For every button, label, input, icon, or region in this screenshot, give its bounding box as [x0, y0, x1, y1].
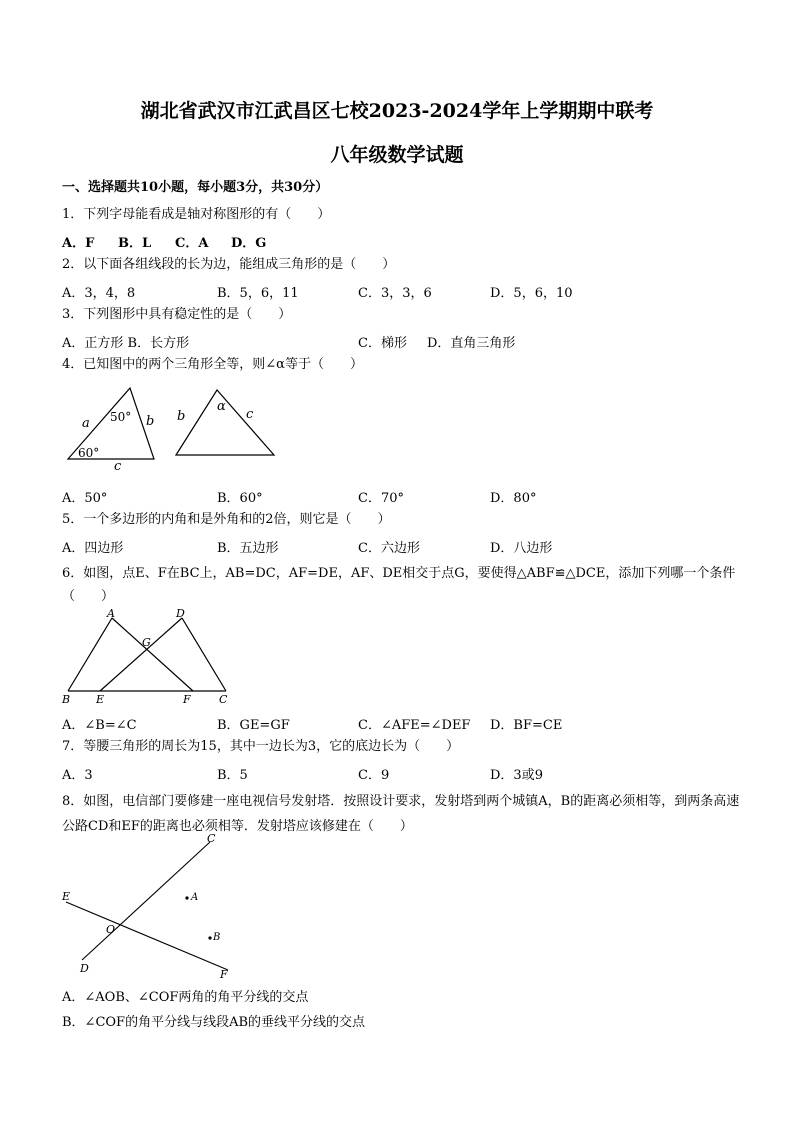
q6-option-b: B．GE=GF	[217, 718, 290, 733]
q4-figure	[60, 382, 290, 474]
q1-option-d: D．G	[231, 236, 267, 251]
q4-right-label-c: c	[246, 407, 254, 422]
page-subtitle: 八年级数学试题	[330, 144, 464, 166]
q3-option-d: D．直角三角形	[427, 336, 516, 351]
question-1-stem: 1．下列字母能看成是轴对称图形的有（ ）	[62, 207, 331, 222]
q8-label-O: O	[106, 923, 116, 936]
q5-option-c: C．六边形	[358, 541, 420, 556]
q2-option-b: B．5，6，11	[217, 286, 299, 301]
q6-label-F: F	[183, 693, 191, 706]
q6-figure	[60, 606, 240, 708]
q1-option-c: C．A	[175, 236, 209, 251]
q4-label-a: a	[82, 416, 90, 431]
q2-option-a: A．3，4，8	[62, 286, 136, 301]
section-heading: 一、选择题共10小题，每小题3分，共30分）	[62, 180, 329, 195]
q8-point-B	[208, 936, 211, 939]
q6-label-E: E	[96, 693, 105, 706]
q1-option-a: A．F	[62, 236, 95, 251]
question-4-stem: 4．已知图中的两个三角形全等，则∠α等于（ ）	[62, 357, 363, 372]
question-7-stem: 7．等腰三角形的周长为15，其中一边长为3，它的底边长为（ ）	[62, 739, 460, 754]
q8-option-a: A．∠AOB、∠COF两角的角平分线的交点	[62, 990, 309, 1005]
q7-option-c: C．9	[358, 768, 390, 783]
question-8-stem: 8．如图，电信部门要修建一座电视信号发射塔．按照设计要求，发射塔到两个城镇A，B的距离必须相等，到两条高速公路CD和EF的距离也必须相等．发射塔应该修建在（ ）	[62, 794, 740, 834]
q5-option-a: A．四边形	[62, 541, 124, 556]
q8-label-E: E	[62, 890, 71, 903]
q4-option-b: B．60°	[217, 491, 263, 506]
q4-label-c: c	[114, 459, 122, 474]
q1-option-b: B．L	[118, 236, 152, 251]
q6-label-D: D	[176, 607, 185, 620]
question-6-stem: 6．如图，点E、F在BC上，AB=DC，AF=DE，AF、DE相交于点G，要使得△ABF≌△DCE，添加下列哪一个条件（ ）	[62, 566, 736, 604]
q4-option-d: D．80°	[490, 491, 537, 506]
q4-right-label-alpha: α	[217, 399, 226, 414]
q7-option-b: B．5	[217, 768, 248, 783]
q6-option-c: C．∠AFE=∠DEF	[358, 718, 471, 733]
question-2-stem: 2．以下面各组线段的长为边，能组成三角形的是（ ）	[62, 257, 396, 272]
q2-option-c: C．3，3，6	[358, 286, 432, 301]
q6-label-G: G	[142, 636, 151, 649]
q8-label-C: C	[207, 832, 216, 845]
question-3-stem: 3．下列图形中具有稳定性的是（ ）	[62, 307, 292, 322]
q2-option-d: D．5，6，10	[490, 286, 573, 301]
q8-figure	[58, 830, 248, 982]
q8-label-D: D	[80, 962, 89, 975]
q4-right-label-b: b	[177, 409, 186, 424]
q5-option-b: B．五边形	[217, 541, 279, 556]
q7-option-a: A．3	[62, 768, 93, 783]
q4-option-a: A．50°	[62, 491, 108, 506]
q7-option-d: D．3或9	[490, 768, 543, 783]
q8-label-A: A	[191, 892, 199, 903]
q8-label-B: B	[213, 932, 221, 943]
page-title: 湖北省武汉市江武昌区七校2023-2024学年上学期期中联考	[140, 100, 654, 122]
q6-option-a: A．∠B=∠C	[62, 718, 137, 733]
q4-label-angle-50: 50°	[110, 410, 132, 424]
q8-option-b: B．∠COF的角平分线与线段AB的垂线平分线的交点	[62, 1015, 366, 1030]
q5-option-d: D．八边形	[490, 541, 553, 556]
q4-label-angle-60: 60°	[78, 446, 100, 460]
q8-point-A	[185, 896, 188, 899]
q3-option-c: C．梯形	[358, 336, 407, 351]
q6-label-A: A	[107, 607, 115, 620]
q4-option-c: C．70°	[358, 491, 404, 506]
q8-lines	[66, 842, 228, 970]
q6-option-d: D．BF=CE	[490, 718, 563, 733]
q6-label-B: B	[62, 693, 71, 706]
question-5-stem: 5．一个多边形的内角和是外角和的2倍，则它是（ ）	[62, 512, 391, 527]
q3-option-ab: A．正方形 B．长方形	[62, 336, 190, 351]
q8-label-F: F	[220, 968, 228, 981]
q4-label-b: b	[146, 414, 155, 429]
q6-label-C: C	[219, 693, 228, 706]
q6-lines	[68, 618, 226, 691]
